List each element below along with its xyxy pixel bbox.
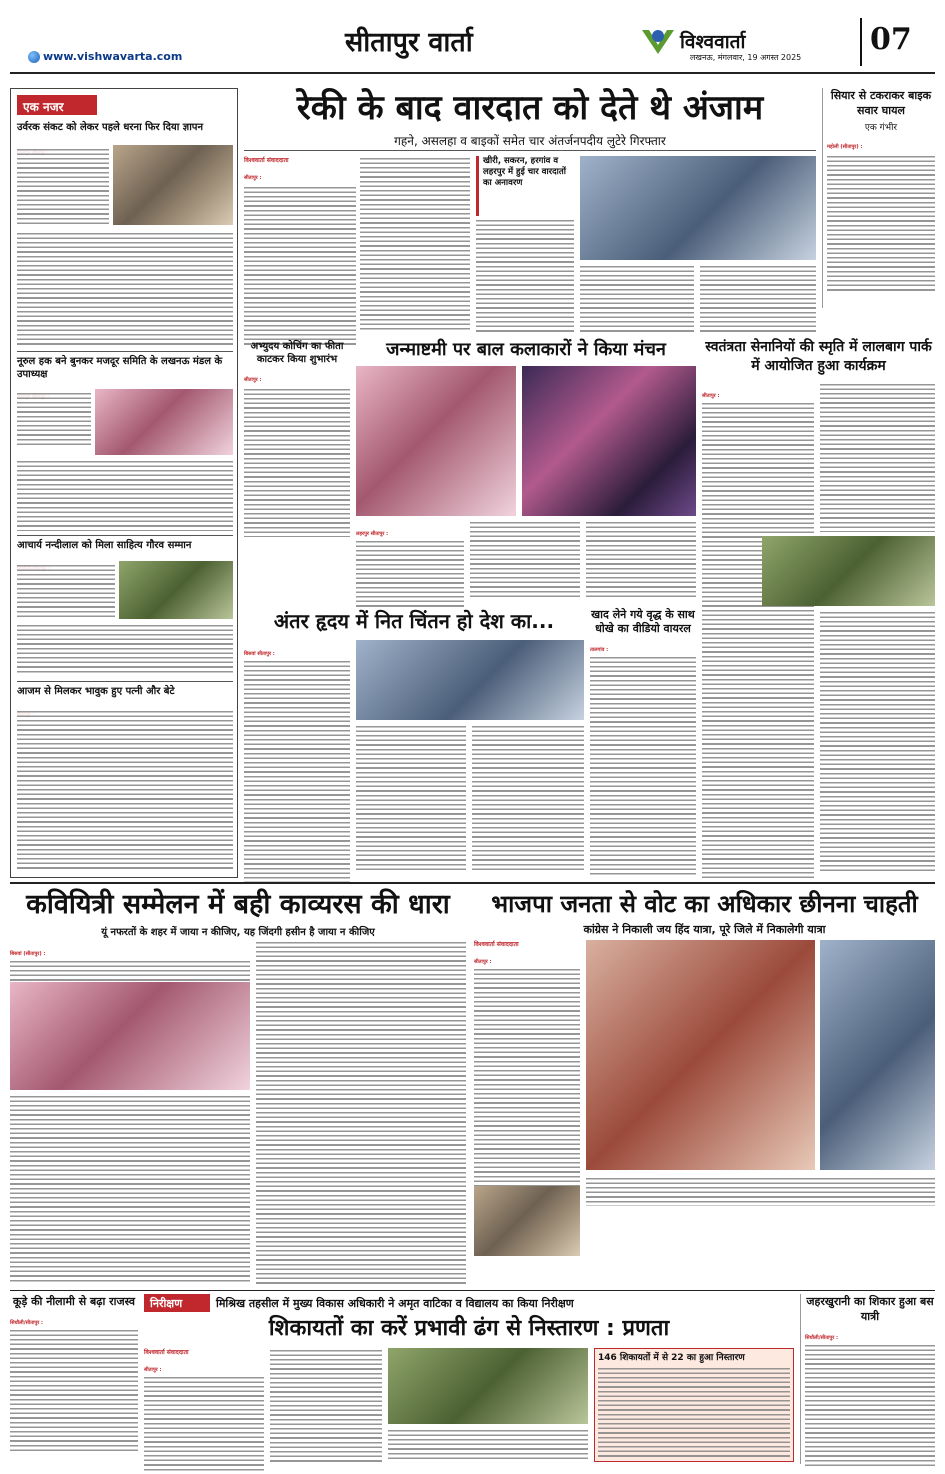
brief-headline-4: आजम से मिलकर भावुक हुए पत्नी और बेटे [17, 686, 175, 697]
antar-dateline: बिसवां सीतापुर : [244, 651, 275, 657]
lead-dateline: सीतापुर : [244, 175, 262, 181]
antar-story [244, 608, 584, 874]
website-link[interactable] [28, 50, 182, 63]
photo-stage-performance [522, 366, 696, 516]
lead-highlight: खीरी, सकरन, हरगांव व लहरपुर में हुई चार वारदातों का अनावरण [483, 156, 566, 188]
coaching-story [244, 340, 350, 540]
kavi-headline: कवियित्री सम्मेलन में बही काव्यरस की धारा [26, 889, 450, 920]
photo-rally-leaders [820, 940, 935, 1170]
right-brief-headline: सियार से टकराकर बाइक सवार घायल [830, 89, 932, 117]
inspection-dateline: सीतापुर : [144, 1367, 162, 1373]
section-tag: एक नजर [17, 95, 97, 115]
right-brief [822, 88, 935, 308]
inspection-byline: विश्ववार्ता संवाददाता [144, 1349, 189, 1356]
page-number: 07 [870, 22, 912, 57]
congress-headline: भाजपा जनता से वोट का अधिकार छीनना चाहती [491, 890, 918, 918]
janmashtami-dateline: लहरपुर सीतापुर : [356, 531, 389, 537]
photo-seminar [356, 640, 584, 720]
zaharkhurani-dateline: सिधौली/सीतापुर : [805, 1335, 839, 1341]
brand-v-icon [640, 26, 676, 56]
inspection-story [144, 1294, 794, 1464]
brief-body-2 [17, 383, 233, 533]
inspection-headline: शिकायतों का करें प्रभावी ढंग से निस्तारण : प्रणता [268, 1316, 670, 1341]
lead-headline: रेकी के बाद वारदात को देते थे अंजाम [296, 88, 764, 128]
page-number-divider [860, 18, 862, 66]
masthead-rule [10, 72, 935, 74]
photo-award [119, 561, 233, 619]
kavi-subhead: यूं नफरतों के शहर में जाया न कीजिए, यह जिंदगी हसीन है जाया न कीजिए [101, 927, 375, 938]
freedom-headline: स्वतंत्रता सेनानियों की स्मृति में लालबाग पार्क में आयोजित हुआ कार्यक्रम [705, 339, 932, 374]
photo-poetry-event [10, 982, 250, 1090]
lead-col-1 [244, 156, 356, 332]
khad-story [590, 608, 696, 874]
kooda-headline: कूड़े की नीलामी से बढ़ा राजस्व [12, 1295, 136, 1308]
kavi-dateline: बिसवां (सीतापुर) : [10, 951, 46, 957]
kavi-story [10, 888, 466, 1288]
zaharkhurani-headline: जहरखुरानी का शिकार हुआ बस यात्री [806, 1295, 934, 1323]
photo-inspection [388, 1348, 588, 1424]
congress-story [474, 888, 935, 1288]
inspection-kicker: मिश्रिख तहसील में मुख्य विकास अधिकारी ने अमृत वाटिका व विद्यालय का किया निरीक्षण [216, 1297, 574, 1310]
photo-krishna-altar [356, 366, 516, 516]
brief-headline-1: उर्वरक संकट को लेकर पहले धरना फिर दिया ज्ञापन [17, 122, 204, 133]
khad-dateline: तालगांव : [590, 647, 609, 653]
photo-jai-hind-yatra [586, 940, 815, 1170]
janmashtami-headline: जन्माष्टमी पर बाल कलाकारों ने किया मंचन [386, 339, 666, 360]
photo-lalbagh-event [762, 536, 935, 606]
photo-accused [580, 156, 816, 260]
coaching-headline: अभ्युदय कोचिंग का फीता काटकर किया शुभारंभ [250, 341, 344, 365]
photo-felicitation [95, 389, 233, 455]
antar-headline: अंतर हृदय में नित चिंतन हो देश का... [273, 609, 555, 633]
complaints-box [594, 1348, 794, 1462]
congress-subhead: कांग्रेस ने निकाली जय हिंद यात्रा, पूरे जिले में निकालेगी यात्रा [583, 923, 826, 936]
lead-highlight-box [476, 156, 574, 216]
globe-icon [28, 51, 40, 63]
lead-story [244, 88, 816, 336]
congress-dateline: सीतापुर : [474, 959, 492, 965]
freedom-story [702, 338, 935, 874]
coaching-dateline: सीतापुर : [244, 377, 262, 383]
zaharkhurani-story [800, 1294, 935, 1464]
kooda-story [10, 1294, 138, 1464]
photo-protest [113, 145, 233, 225]
brief-headline-3: आचार्य नन्दीलाल को मिला साहित्य गौरव सम्मान [17, 540, 192, 551]
website-label: www.vishwavarta.com [43, 50, 183, 63]
brief-body-1 [17, 139, 233, 349]
brief-body-4 [17, 701, 233, 873]
brief-body-3 [17, 555, 233, 677]
lead-subhead: गहने, असलहा व बाइकों समेत चार अंतर्जनपदीय लुटेरे गिरफ्तार [394, 134, 666, 148]
right-brief-dateline: महोली (सीतापुर) : [827, 144, 863, 150]
right-brief-subhead: एक गंभीर [864, 123, 898, 133]
photo-speaker [474, 1186, 580, 1256]
complaints-box-headline: 146 शिकायतों में से 22 का हुआ निस्तारण [598, 1353, 745, 1363]
page-section-title: सीतापुर वार्ता [345, 27, 473, 58]
dateline: लखनऊ, मंगलवार, 19 अगस्त 2025 [690, 53, 802, 62]
janmashtami-story [356, 338, 696, 600]
inspection-tag: निरीक्षण [144, 1294, 210, 1312]
kooda-dateline: सिधौली/सीतापुर : [10, 1320, 44, 1326]
brief-headline-2: नूरुल हक बने बुनकर मजदूर समिति के लखनऊ मंडल के उपाध्यक्ष [17, 356, 223, 380]
khad-headline: खाद लेने गये वृद्ध के साथ धोखे का वीडियो वायरल [591, 608, 695, 635]
lead-byline: विश्ववार्ता संवाददाता [244, 157, 289, 164]
freedom-dateline: सीतापुर : [702, 393, 720, 399]
congress-byline: विश्ववार्ता संवाददाता [474, 941, 519, 948]
brand-name: विश्ववार्ता [680, 31, 746, 53]
masthead [0, 0, 945, 85]
left-column [10, 88, 238, 878]
